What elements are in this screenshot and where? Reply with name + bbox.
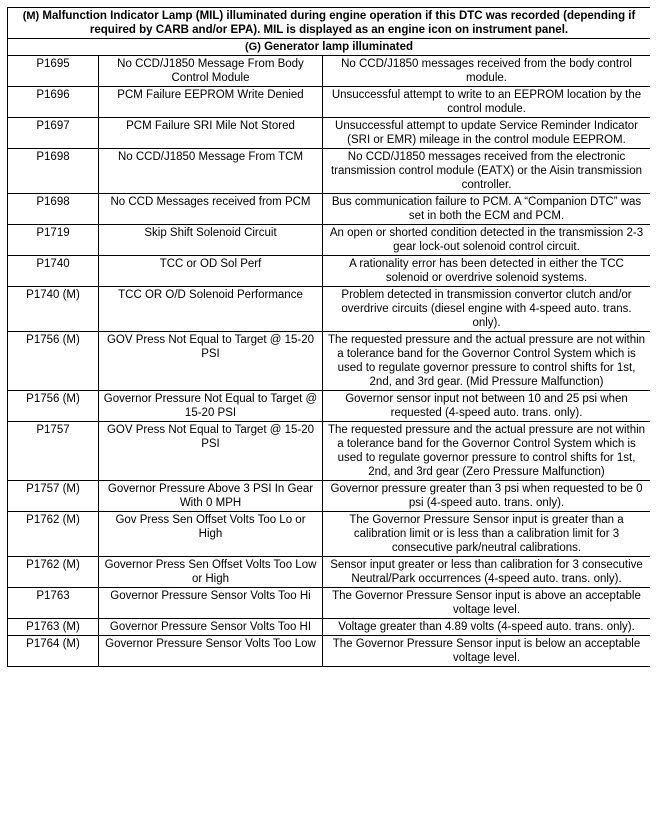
dtc-description-cell: Sensor input greater or less than calibration for 3 consecutive Neutral/Park occurrences (4-speed auto. trans. only). bbox=[323, 557, 651, 588]
dtc-name-cell: No CCD Messages received from PCM bbox=[99, 194, 323, 225]
dtc-code-cell: P1740 (M) bbox=[8, 287, 99, 332]
dtc-code-cell: P1695 bbox=[8, 56, 99, 87]
dtc-description-cell: The Governor Pressure Sensor input is greater than a calibration limit or is less than a calibration limit for 3 consecutive park/neutral calibrations. bbox=[323, 512, 651, 557]
dtc-description-cell: No CCD/J1850 messages received from the body control module. bbox=[323, 56, 651, 87]
dtc-row bbox=[8, 56, 651, 87]
generator-note-text: Generator lamp illuminated bbox=[264, 41, 413, 53]
dtc-row bbox=[8, 256, 651, 287]
dtc-name-cell: Governor Pressure Not Equal to Target @ 15-20 PSI bbox=[99, 391, 323, 422]
generator-tag: (G) bbox=[245, 41, 261, 53]
dtc-description-cell: Unsuccessful attempt to write to an EEPROM location by the control module. bbox=[323, 87, 651, 118]
dtc-code-cell: P1764 (M) bbox=[8, 636, 99, 667]
dtc-code-cell: P1756 (M) bbox=[8, 332, 99, 391]
dtc-code-cell: P1740 bbox=[8, 256, 99, 287]
dtc-name-cell: Governor Press Sen Offset Volts Too Low or High bbox=[99, 557, 323, 588]
dtc-row bbox=[8, 391, 651, 422]
dtc-row bbox=[8, 332, 651, 391]
dtc-row bbox=[8, 512, 651, 557]
dtc-name-cell: Governor Pressure Above 3 PSI In Gear With 0 MPH bbox=[99, 481, 323, 512]
dtc-row bbox=[8, 557, 651, 588]
dtc-description-cell: The Governor Pressure Sensor input is below an acceptable voltage level. bbox=[323, 636, 651, 667]
dtc-row bbox=[8, 588, 651, 619]
mil-note-text: Malfunction Indicator Lamp (MIL) illuminated during engine operation if this DTC was recorded (depending if required by CARB and/or EPA). MIL is displayed as an engine icon on instrument panel. bbox=[42, 10, 636, 36]
mil-note-cell bbox=[8, 8, 651, 39]
dtc-description-cell: Problem detected in transmission convertor clutch and/or overdrive circuits (diesel engine with 4-speed auto. trans. only). bbox=[323, 287, 651, 332]
dtc-row bbox=[8, 194, 651, 225]
dtc-description-cell: The requested pressure and the actual pressure are not within a tolerance band for the Governor Control System which is used to regulate governor pressure to control shifts for 1st, 2nd, and 3rd gear (Zero Pressure Malfunction) bbox=[323, 422, 651, 481]
dtc-code-cell: P1763 bbox=[8, 588, 99, 619]
dtc-description-cell: Bus communication failure to PCM. A “Companion DTC” was set in both the ECM and PCM. bbox=[323, 194, 651, 225]
dtc-name-cell: No CCD/J1850 Message From TCM bbox=[99, 149, 323, 194]
dtc-code-cell: P1762 (M) bbox=[8, 557, 99, 588]
generator-note-cell bbox=[8, 39, 651, 56]
dtc-row bbox=[8, 481, 651, 512]
dtc-description-cell: Voltage greater than 4.89 volts (4-speed auto. trans. only). bbox=[323, 619, 651, 636]
dtc-row bbox=[8, 636, 651, 667]
dtc-description-cell: Governor pressure greater than 3 psi when requested to be 0 psi (4-speed auto. trans. only). bbox=[323, 481, 651, 512]
mil-tag: (M) bbox=[22, 10, 40, 22]
dtc-row bbox=[8, 87, 651, 118]
dtc-name-cell: PCM Failure SRI Mile Not Stored bbox=[99, 118, 323, 149]
dtc-table-body bbox=[8, 8, 651, 667]
dtc-row bbox=[8, 225, 651, 256]
dtc-document-page bbox=[7, 7, 650, 827]
dtc-description-cell: A rationality error has been detected in either the TCC solenoid or overdrive solenoid systems. bbox=[323, 256, 651, 287]
dtc-code-cell: P1698 bbox=[8, 194, 99, 225]
dtc-name-cell: Skip Shift Solenoid Circuit bbox=[99, 225, 323, 256]
dtc-row bbox=[8, 422, 651, 481]
dtc-name-cell: GOV Press Not Equal to Target @ 15-20 PSI bbox=[99, 422, 323, 481]
dtc-name-cell: Governor Pressure Sensor Volts Too HI bbox=[99, 619, 323, 636]
dtc-name-cell: TCC or OD Sol Perf bbox=[99, 256, 323, 287]
dtc-code-cell: P1698 bbox=[8, 149, 99, 194]
dtc-row bbox=[8, 619, 651, 636]
dtc-code-cell: P1719 bbox=[8, 225, 99, 256]
dtc-table bbox=[7, 7, 650, 667]
dtc-code-cell: P1757 (M) bbox=[8, 481, 99, 512]
dtc-code-cell: P1697 bbox=[8, 118, 99, 149]
dtc-code-cell: P1757 bbox=[8, 422, 99, 481]
dtc-name-cell: Gov Press Sen Offset Volts Too Lo or High bbox=[99, 512, 323, 557]
dtc-name-cell: Governor Pressure Sensor Volts Too Low bbox=[99, 636, 323, 667]
dtc-description-cell: No CCD/J1850 messages received from the electronic transmission control module (EATX) or the Aisin transmission controller. bbox=[323, 149, 651, 194]
dtc-row bbox=[8, 149, 651, 194]
mil-note-row bbox=[8, 8, 651, 39]
dtc-name-cell: TCC OR O/D Solenoid Performance bbox=[99, 287, 323, 332]
dtc-description-cell: Unsuccessful attempt to update Service Reminder Indicator (SRI or EMR) mileage in the control module EEPROM. bbox=[323, 118, 651, 149]
dtc-code-cell: P1756 (M) bbox=[8, 391, 99, 422]
dtc-name-cell: No CCD/J1850 Message From Body Control Module bbox=[99, 56, 323, 87]
generator-note-row bbox=[8, 39, 651, 56]
dtc-row bbox=[8, 287, 651, 332]
dtc-name-cell: GOV Press Not Equal to Target @ 15-20 PSI bbox=[99, 332, 323, 391]
dtc-description-cell: Governor sensor input not between 10 and 25 psi when requested (4-speed auto. trans. only). bbox=[323, 391, 651, 422]
dtc-description-cell: The requested pressure and the actual pressure are not within a tolerance band for the Governor Control System which is used to regulate governor pressure to control shifts for 1st, 2nd, and 3rd gear. (Mid Pressure Malfunction) bbox=[323, 332, 651, 391]
dtc-description-cell: An open or shorted condition detected in the transmission 2-3 gear lock-out solenoid control circuit. bbox=[323, 225, 651, 256]
dtc-description-cell: The Governor Pressure Sensor input is above an acceptable voltage level. bbox=[323, 588, 651, 619]
dtc-code-cell: P1696 bbox=[8, 87, 99, 118]
dtc-code-cell: P1762 (M) bbox=[8, 512, 99, 557]
dtc-code-cell: P1763 (M) bbox=[8, 619, 99, 636]
dtc-name-cell: PCM Failure EEPROM Write Denied bbox=[99, 87, 323, 118]
dtc-name-cell: Governor Pressure Sensor Volts Too Hi bbox=[99, 588, 323, 619]
dtc-row bbox=[8, 118, 651, 149]
